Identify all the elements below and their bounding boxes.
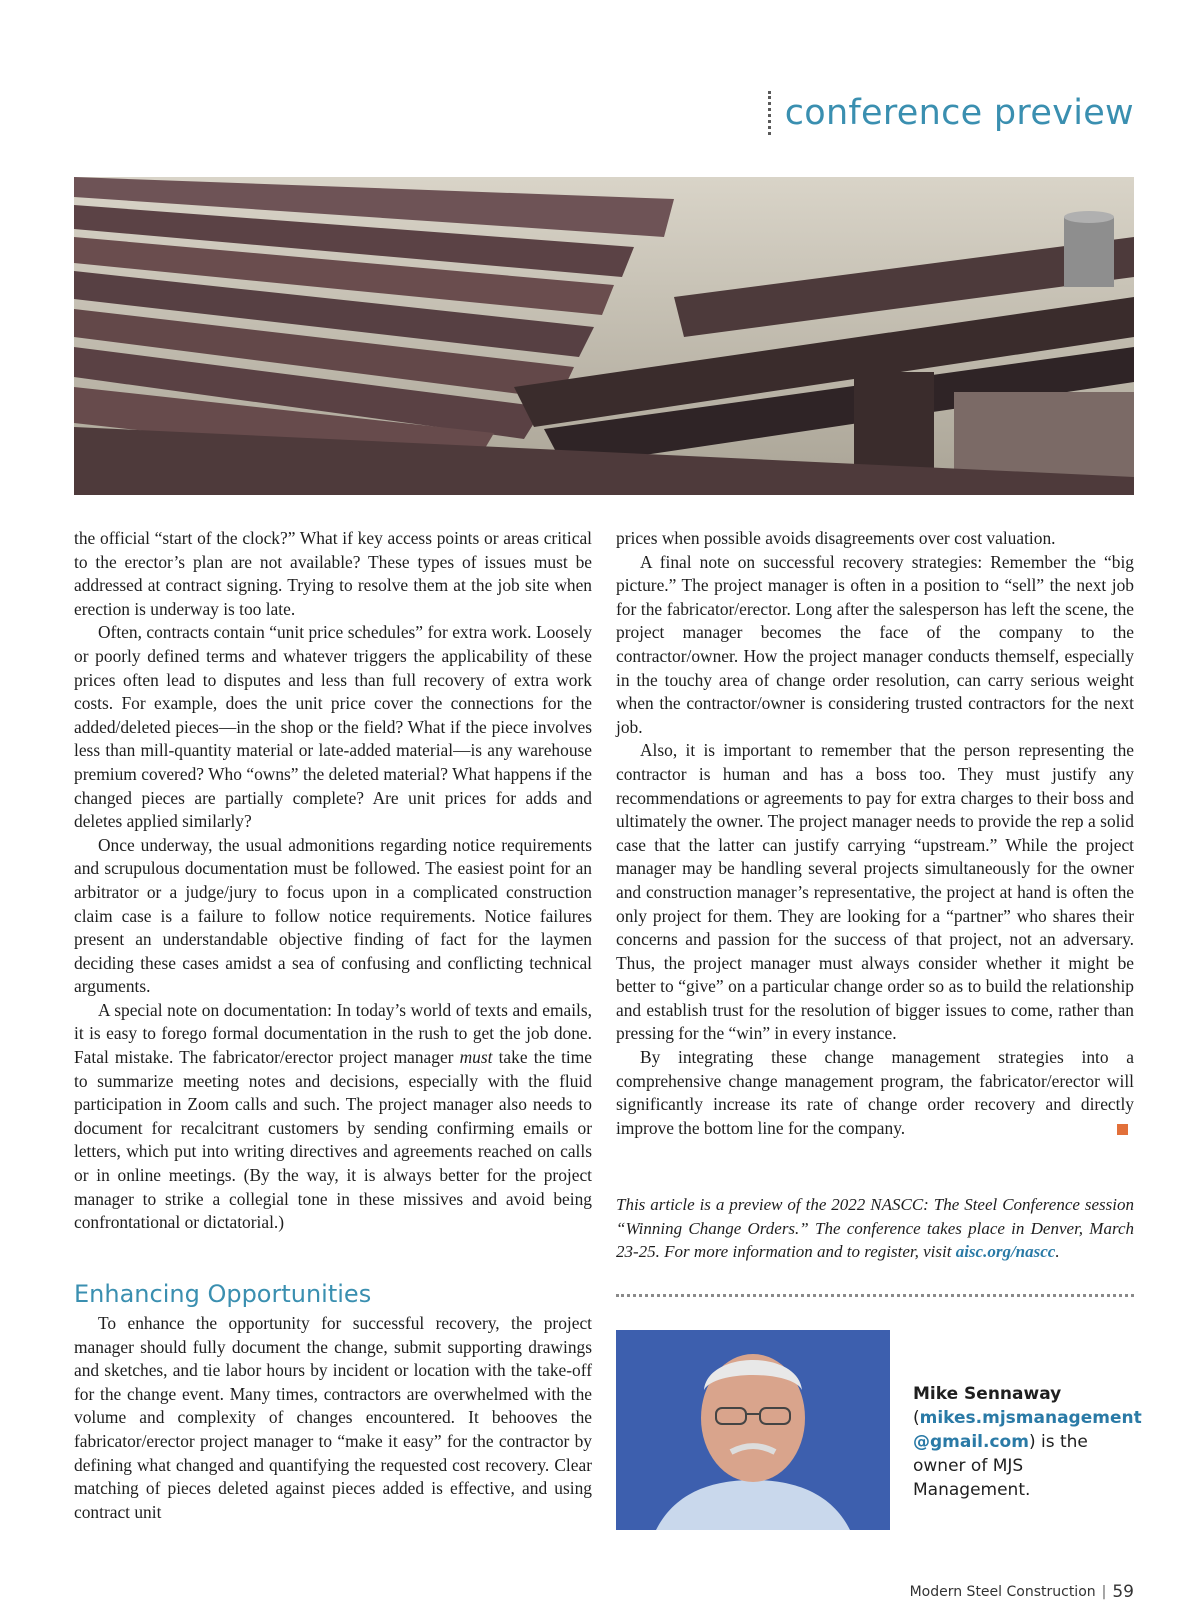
publication-name: Modern Steel Construction (909, 1584, 1096, 1600)
paragraph: the official “start of the clock?” What if key access points or areas critical to the erector’s plan are not available? These types of issues must be addressed at contract signing. Trying to resolve them at the job site when erection is underway is too late. (74, 528, 592, 619)
page-footer (910, 1582, 1134, 1602)
steel-beams-illustration (74, 177, 1134, 495)
author-email-link[interactable]: mikes.mjsmanagement @gmail.com (913, 1408, 1142, 1452)
note-end: . (1055, 1242, 1060, 1261)
author-bio-text (913, 1406, 1143, 1502)
paragraph (616, 1046, 1134, 1140)
end-of-article-mark (1117, 1124, 1128, 1135)
author-bio (913, 1382, 1143, 1502)
paragraph: Often, contracts contain “unit price schedules” for extra work. Loosely or poorly defined terms and whatever triggers the applicability of these prices often lead to disputes and less than full recovery of extra work costs. For example, does the unit price cover the connections for the added/deleted pieces—in the shop or the field? What if the piece involves less than mill-quantity material or late-added material—is any warehouse premium covered? Who “owns” the deleted material? What happens if the changed pieces are partially complete? Are unit prices for adds and deletes applied similarly? (74, 622, 592, 832)
note-text: This article is a preview of the 2022 NASCC: The Steel Conference session “Winning Change Orders.” The conference takes place in Denver, March 23-25. For more information and to register, visit (616, 1195, 1134, 1261)
paragraph-text: A special note on documentation: In today’s world of texts and emails, it is easy to forego formal documentation in the rush to get the job done. Fatal mistake. The fabricator/erector project manager (74, 999, 592, 1068)
left-column-continued (74, 1312, 592, 1524)
author-name: Mike Sennaway (913, 1384, 1062, 1404)
paragraph (74, 999, 592, 1235)
paragraph-text: take the time to summarize meeting notes and decisions, especially with the fluid participation in Zoom calls and such. The project manager also needs to document for recalcitrant customers by sending confirming emails or letters, which put into writing directives and agreements reached on calls or in online meetings. (By the way, it is always better for the project manager to strike a collegial tone in these missives and avoid being confrontational or dictatorial.) (74, 1047, 592, 1233)
steel-beams-photo (74, 177, 1134, 495)
page-number: 59 (1112, 1582, 1134, 1602)
paragraph: prices when possible avoids disagreements over cost valuation. (616, 528, 1056, 548)
paragraph: Once underway, the usual admonitions regarding notice requirements and scrupulous documentation must be followed. The easiest point for an arbitrator or a judge/jury to focus upon in a complicated construction claim case is a failure to follow notice requirements. Notice failures present an understandable objective finding of fact for the laymen deciding these cases amidst a sea of confusing and conflicting technical arguments. (74, 834, 592, 997)
paragraph-text: By integrating these change management strategies into a comprehensive change management program, the fabricator/erector will significantly increase its rate of change order recovery and directly improve the bottom line for the company. (616, 1047, 1134, 1138)
paragraph: A final note on successful recovery strategies: Remember the “big picture.” The project manager is often in a position to “sell” the next job for the fabricator/erector. Long after the salesperson has left the scene, the project manager becomes the face of the company to the contractor/owner. How the project manager conducts themself, especially in the touchy area of change order resolution, can carry serious weight when the contractor/owner is considering trusted contractors for the next job. (616, 551, 1134, 737)
vertical-dotted-divider (768, 91, 771, 135)
nascc-link[interactable]: aisc.org/nascc (955, 1242, 1056, 1261)
paren: ( (913, 1408, 920, 1428)
section-header (768, 88, 1134, 138)
author-portrait (616, 1330, 890, 1530)
paragraph: To enhance the opportunity for successful recovery, the project manager should fully document the change, submit supporting drawings and sketches, and tie labor hours by incident or location with the take-off for the change event. Many times, contractors are overwhelmed with the volume and complexity of changes encountered. It behooves the fabricator/erector project manager to “make it easy” for the contractor by defining what changed and quantifying the requested cost recovery. Clear matching of pieces deleted against pieces added is effective, and using contract unit (74, 1313, 592, 1522)
horizontal-dotted-divider (616, 1294, 1134, 1297)
author-portrait-illustration (616, 1330, 890, 1530)
author-description: ) is the owner of MJS Management. (913, 1432, 1088, 1500)
left-column (74, 527, 592, 1235)
section-heading: Enhancing Opportunities (74, 1280, 372, 1308)
paragraph: Also, it is important to remember that the person representing the contractor is human and has a boss too. They must justify any recommendations or agreements to pay for extra charges to their boss and ultimately the owner. The project manager needs to provide the rep a solid case that the latter can justify carrying “upstream.” While the project manager may be handling several projects simultaneously for the owner and construction manager’s representative, the project at hand is often the only project for them. They are looking for a “partner” who shares their concerns and passion for the success of that project, not an adversary. Thus, the project manager must always consider whether it might be better to “give” on a particular change order so as to build the relationship and establish trust for the resolution of bigger issues to come, rather than pressing for the “win” in every instance. (616, 740, 1134, 1044)
right-column (616, 527, 1134, 1140)
article-note (616, 1193, 1134, 1264)
section-label: conference preview (784, 93, 1134, 133)
footer-separator: | (1101, 1584, 1107, 1600)
emphasis-must: must (459, 1047, 493, 1068)
